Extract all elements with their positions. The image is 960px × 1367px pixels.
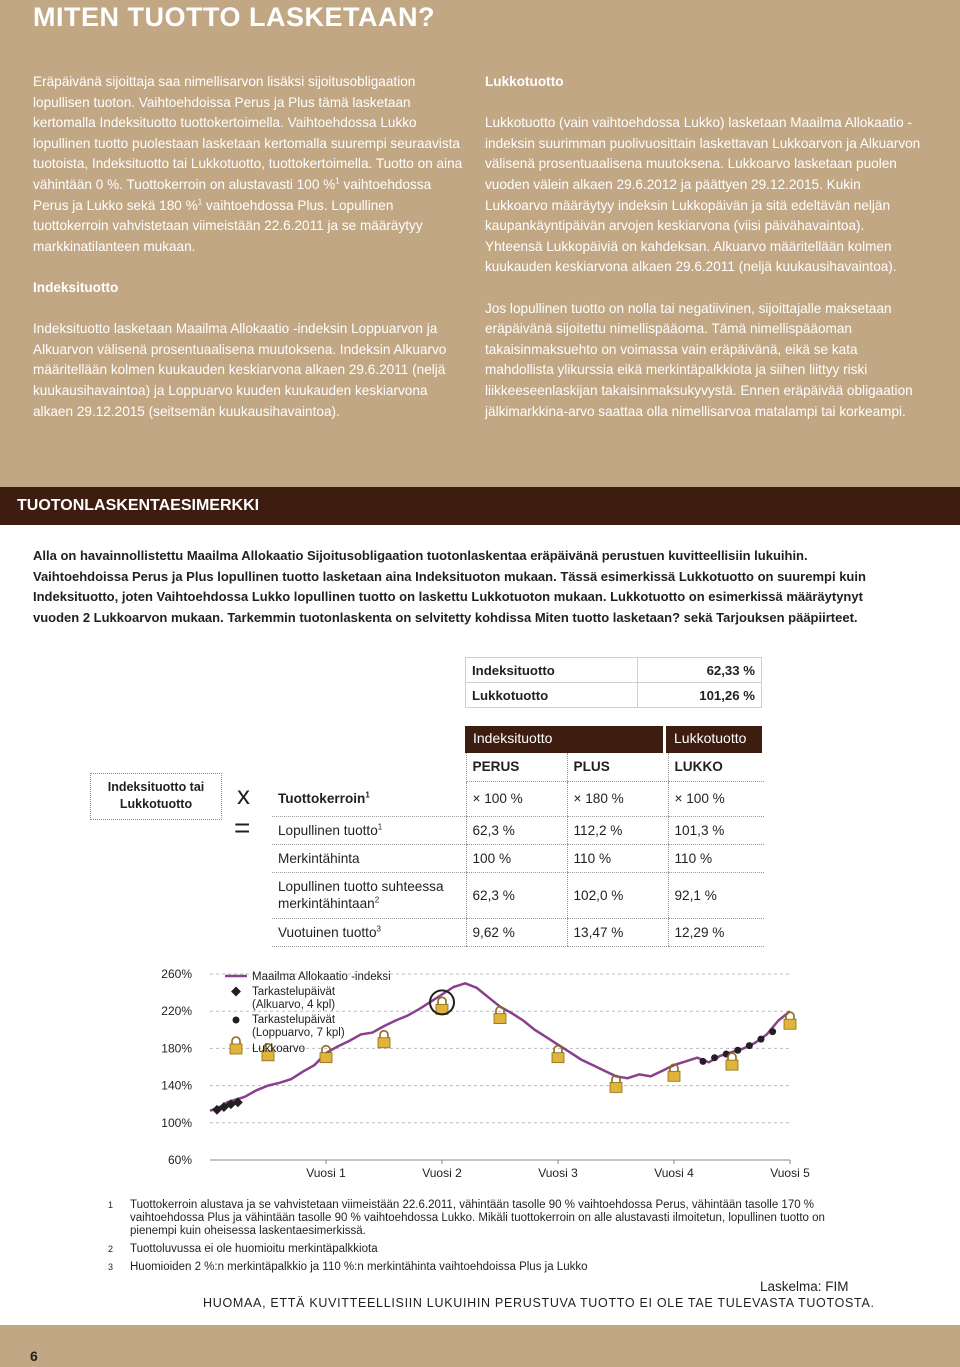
footnote-text: Tuottoluvussa ei ole huomioitu merkintäpalkkiota [130, 1243, 378, 1255]
cell: × 100 % [668, 781, 764, 816]
row-label-text: Lopullinen tuotto suhteessa merkintähintaan [278, 879, 444, 911]
footnote-ref: 1 [365, 790, 370, 800]
end-marker [700, 1058, 707, 1065]
row-label [272, 872, 466, 918]
summary-label: Lukkotuotto [466, 683, 638, 708]
table-row [272, 816, 764, 844]
cell: 100 % [466, 844, 567, 872]
group-header-indeksituotto: Indeksituotto [465, 726, 663, 753]
page-number: 6 [30, 1348, 38, 1364]
cell: 110 % [567, 844, 668, 872]
equals-sign: = [234, 812, 251, 843]
footnote [108, 1243, 848, 1256]
column-header-perus: PERUS [466, 753, 567, 781]
row-label-text: Tuottokerroin [278, 790, 366, 806]
cell: 101,3 % [668, 816, 764, 844]
lock-icon-shackle [380, 1031, 388, 1038]
summary-table [465, 657, 762, 708]
footnote-ref: 1 [197, 197, 203, 207]
row-label [272, 918, 466, 946]
footnote-number: 1 [108, 1200, 114, 1210]
text-run: vaihtoehdossa Plus. Lopullinen tuottokerroin vahvistetaan viimeistään 22.6.2011 ja se määräytyy markkinatilanteen mukaan. [33, 197, 423, 254]
y-tick-label: 140% [161, 1078, 192, 1093]
multiply-sign: x [237, 780, 250, 810]
x-tick-label: Vuosi 5 [770, 1166, 810, 1180]
lock-icon [378, 1038, 390, 1048]
legend-label: (Loppuarvo, 7 kpl) [252, 1027, 345, 1039]
footnote-number: 2 [108, 1244, 114, 1254]
cell: 13,47 % [567, 918, 668, 946]
footnote-ref: 1 [377, 821, 383, 831]
y-tick-label: 220% [161, 1004, 192, 1019]
legend-label: Maailma Allokaatio -indeksi [252, 971, 391, 983]
row-label-text: Lopullinen tuotto [278, 822, 378, 838]
cell: 62,3 % [466, 816, 567, 844]
y-tick-label: 100% [161, 1115, 192, 1130]
section-bar [0, 487, 960, 525]
cell: 112,2 % [567, 816, 668, 844]
lock-icon [610, 1082, 622, 1092]
summary-row [466, 683, 762, 708]
summary-row [466, 658, 762, 683]
legend-label: Tarkastelupäivät [252, 986, 336, 998]
lukkotuotto-heading: Lukkotuotto [485, 74, 564, 89]
footnote-ref: 1 [335, 176, 340, 186]
empty-cell [272, 753, 466, 781]
footnotes [108, 1199, 848, 1279]
legend-label: (Alkuarvo, 4 kpl) [252, 999, 336, 1011]
column-header-lukko: LUKKO [668, 753, 764, 781]
footnote [108, 1261, 848, 1274]
lock-icon [494, 1014, 506, 1024]
table-row [272, 844, 764, 872]
table-row [272, 872, 764, 918]
lock-icon [726, 1060, 738, 1070]
formula-box: Indeksituotto tai Lukkotuotto [90, 773, 222, 820]
cell: 110 % [668, 844, 764, 872]
end-marker [711, 1054, 718, 1061]
left-column [33, 72, 463, 443]
x-tick-label: Vuosi 2 [422, 1166, 462, 1180]
left-paragraph-2: Indeksituotto lasketaan Maailma Allokaatio -indeksin Loppuarvon ja Alkuarvon välisenä prosentuaalisena muutoksena. Indeksin Alkuarvo määritellään kolmen kuukauden keskiarvona alkaen 29.6.2011 (neljä kuukausihavaintoa) ja Loppuarvo kuuden kuukauden keskiarvona alkaen 29.12.2015 (seitsemän kuukausihavaintoa). [33, 321, 447, 419]
summary-value: 101,26 % [638, 683, 762, 708]
disclaimer: HUOMAA, ETTÄ KUVITTEELLISIIN LUKUIHIN PERUSTUVA TUOTTO EI OLE TAE TULEVASTA TUOTOSTA. [203, 1296, 875, 1310]
end-marker [758, 1036, 765, 1043]
x-tick-label: Vuosi 3 [538, 1166, 578, 1180]
row-label [272, 844, 466, 872]
right-paragraph-2: Jos lopullinen tuotto on nolla tai negatiivinen, sijoittajalle maksetaan eräpäivänä sijoitettu nimellispääoma. Tämä nimellispääoman takaisinmaksuehto on voimassa vain eräpäivänä, eikä se kata mahdollista ylikurssia eikä merkintäpalkkiota ja siihen liittyy riski liikkeeseenlaskijan takaisinmaksukyvystä. Ennen eräpäivää obligaation jälkimarkkina-arvo saattaa olla nimellisarvoa matalampi tai korkeampi. [485, 300, 913, 419]
cell: 102,0 % [567, 872, 668, 918]
end-marker [746, 1042, 753, 1049]
summary-value: 62,33 % [638, 658, 762, 683]
indeksituotto-heading: Indeksituotto [33, 279, 119, 295]
footnote-ref: 3 [376, 923, 381, 933]
lock-icon [784, 1019, 796, 1029]
group-header-lukkotuotto: Lukkotuotto [666, 726, 762, 753]
legend-label: Tarkastelupäivät [252, 1014, 336, 1026]
cell: 12,29 % [668, 918, 764, 946]
row-label [272, 781, 466, 816]
lock-icon [320, 1053, 332, 1063]
column-header-row [272, 753, 764, 781]
right-paragraph-1: Lukkotuotto (vain vaihtoehdossa Lukko) lasketaan Maailma Allokaatio -indeksin suurimman puolivuosittain laskettavan Lukkoarvon ja Alkuarvon välisenä prosentuaalisena muutoksena. Lukkoarvo lasketaan puolen vuoden välein alkaen 29.6.2012 ja päättyen 29.12.2015. Kukin Lukkoarvo määräytyy indeksin Lukkopäivän ja sitä edeltävän neljän kaupankäyntipäivän arvojen keskiarvona (viisi päivähavaintoa). Yhteensä Lukkopäiviä on kahdeksan. Alkuarvo määritellään kolmen kuukauden keskiarvona alkaen 29.6.2011 (neljä kuukausihavaintoa). [485, 115, 921, 275]
cell: 9,62 % [466, 918, 567, 946]
lock-icon-shackle [554, 1046, 562, 1053]
cell: 62,3 % [466, 872, 567, 918]
lock-icon [668, 1071, 680, 1081]
lock-icon-shackle [438, 997, 446, 1004]
cell: × 180 % [567, 781, 668, 816]
section-title: TUOTONLASKENTAESIMERKKI [17, 497, 260, 514]
end-marker [734, 1047, 741, 1054]
y-tick-label: 260% [161, 967, 192, 981]
y-tick-label: 60% [167, 1153, 192, 1167]
text-run: vaihtoehdossa Perus ja Lukko sekä 180 % [33, 176, 432, 213]
legend-dot-swatch [233, 1017, 240, 1024]
legend-lock-icon [230, 1044, 242, 1054]
column-header-plus: PLUS [567, 753, 668, 781]
row-label-text: Merkintähinta [278, 850, 360, 866]
page-title: MITEN TUOTTO LASKETAAN? [33, 2, 435, 32]
footnote-text: Huomioiden 2 %:n merkintäpalkkio ja 110 %:n merkintähinta vaihtoehdoissa Plus ja Lukko [130, 1261, 588, 1273]
source-note: Laskelma: FIM [760, 1279, 849, 1294]
index-chart [150, 960, 820, 1190]
x-tick-label: Vuosi 1 [306, 1166, 346, 1180]
footnote [108, 1199, 848, 1238]
cell: 92,1 % [668, 872, 764, 918]
row-label-text: Vuotuinen tuotto [278, 924, 377, 940]
lock-icon-shackle [786, 1012, 794, 1019]
x-tick-label: Vuosi 4 [654, 1166, 694, 1180]
legend-lock-icon-shackle [232, 1037, 240, 1044]
cell: × 100 % [466, 781, 567, 816]
text-run: Eräpäivänä sijoittaja saa nimellisarvon lisäksi sijoitusobligaation lopullisen tuoton. Vaihtoehdoissa Perus ja Plus tämä lasketaan kertomalla Indeksituotto tuottokertoimella. Vaihtoehdossa Lukko lopullinen tuotto puolestaan lasketaan kertomalla suurempi seuraavista tuotoista, Indeksituotto tai Lukkotuotto, tuottokertoimella. Tuotto on aina vähintään 0 %. Tuottokerroin on alustavasti 100 % [33, 74, 463, 192]
lock-icon [552, 1053, 564, 1063]
lock-icon-shackle [728, 1053, 736, 1060]
footnote-text: Tuottokerroin alustava ja se vahvistetaan viimeistään 22.6.2011, vähintään tasolle 90 % vaihtoehdossa Perus, vähintään tasolle 170 % vaihtoehdossa Plus ja vähintään tasolle 90 % vaihtoehdossa Lukko. Mikäli tuottokerroin on alle alustavasti ilmoitetun, lopullinen tuotto on pienempi kuin oheisessa laskentaesimerkissä. [130, 1199, 825, 1237]
footnote-ref: 2 [374, 895, 380, 905]
section-intro: Alla on havainnollistettu Maailma Allokaatio Sijoitusobligaation tuotonlaskentaa eräpäivänä perustuen kuvitteellisiin lukuihin. Vaihtoehdoissa Perus ja Plus lopullinen tuotto lasketaan aina Indeksituoton mukaan. Tässä esimerkissä Lukkotuotto on suurempi kuin Indeksituotto, joten Vaihtoehdossa Lukko lopullinen tuotto on laskettu Lukkotuoton mukaan. Lukkotuotto on esimerkissä määräytynyt vuoden 2 Lukkoarvon mukaan. Tarkemmin tuotonlaskenta on selvitetty kohdissa Miten tuotto lasketaan? sekä Tarjouksen pääpiirteet. [33, 548, 866, 625]
legend-diamond-swatch [231, 987, 241, 997]
summary-label: Indeksituotto [466, 658, 638, 683]
row-label [272, 816, 466, 844]
y-tick-label: 180% [161, 1041, 192, 1056]
end-marker [769, 1028, 776, 1035]
calculation-table [272, 753, 764, 947]
legend-label: Lukkoarvo [252, 1043, 306, 1055]
right-column [485, 72, 925, 443]
footnote-number: 3 [108, 1262, 114, 1272]
table-row [272, 781, 764, 816]
left-paragraph-1 [33, 72, 463, 257]
table-row [272, 918, 764, 946]
page-footer-band [0, 1325, 960, 1367]
